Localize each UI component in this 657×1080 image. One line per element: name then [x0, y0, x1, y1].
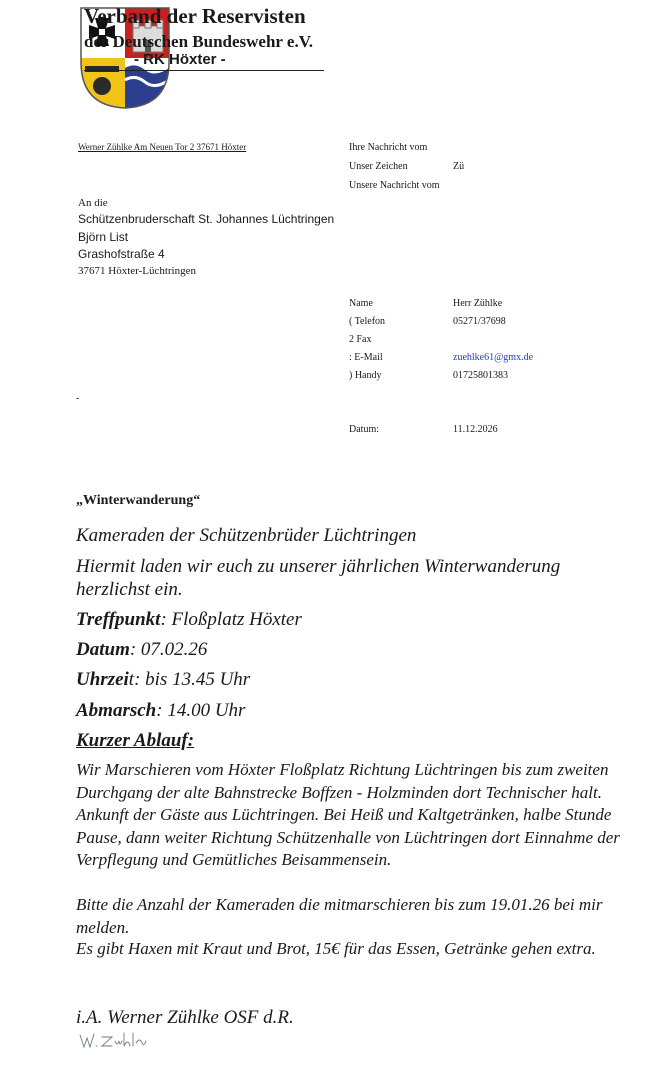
header-rule	[84, 70, 324, 71]
abmarsch-label: Abmarsch	[76, 700, 157, 721]
ablauf-heading	[76, 729, 194, 752]
contact-handy-value: 01725801383	[453, 370, 508, 381]
recipient-line5: 37671 Höxter-Lüchtringen	[78, 265, 196, 277]
contact-email-label: : E-Mail	[349, 352, 383, 363]
essen-paragraph: Es gibt Haxen mit Kraut und Brot, 15€ für das Essen, Getränke gehen extra.	[76, 939, 596, 958]
abmarsch-value: : 14.00 Uhr	[156, 700, 246, 721]
ablauf-title: Kurzer Ablauf:	[76, 730, 195, 751]
signature-line: i.A. Werner Zühlke OSF d.R.	[76, 1007, 294, 1028]
treffpunkt-line	[76, 608, 302, 631]
org-name-line2: der Deutschen Bundeswehr e.V.	[84, 32, 314, 51]
contact-name-label: Name	[349, 298, 373, 309]
datum-label: Datum	[76, 639, 130, 660]
date-value: 11.12.2026	[453, 424, 498, 435]
datum-line	[76, 638, 207, 661]
contact-handy-label: ) Handy	[349, 370, 382, 381]
contact-telefon-value: 05271/37698	[453, 316, 506, 327]
recipient-line2: Schützenbruderschaft St. Johannes Lüchtringen	[78, 212, 335, 226]
treffpunkt-value: : Floßplatz Höxter	[160, 609, 302, 630]
contact-email-link[interactable]: zuehlke61@gmx.de	[453, 352, 534, 363]
stray-dash: -	[76, 393, 80, 404]
ihre-nachricht-label: Ihre Nachricht vom	[349, 142, 428, 153]
uhrzeit-line	[76, 668, 250, 691]
treffpunkt-label: Treffpunkt	[76, 609, 161, 630]
handwritten-signature	[78, 1031, 153, 1051]
org-name-line1: Verband der Reservisten	[84, 4, 306, 28]
contact-name-value: Herr Zühlke	[453, 298, 503, 309]
recipient-line4: Grashofstraße 4	[78, 247, 165, 261]
uhrzeit-value: t: bis 13.45 Uhr	[128, 669, 251, 690]
datum-value: : 07.02.26	[129, 639, 208, 660]
sender-line: Werner Zühlke Am Neuen Tor 2 37671 Höxter	[78, 142, 247, 152]
unsere-nachricht-label: Unsere Nachricht vom	[349, 180, 440, 191]
greeting: Kameraden der Schützenbrüder Lüchtringen	[76, 525, 417, 546]
invitation-text: Hiermit laden wir euch zu unserer jährlichen Winterwanderung herzlichst ein.	[76, 556, 561, 600]
contact-telefon-label: ( Telefon	[349, 316, 386, 327]
unser-zeichen-label: Unser Zeichen	[349, 161, 408, 172]
abmarsch-line	[76, 699, 245, 722]
org-name-line3: - RK Höxter -	[134, 51, 226, 68]
recipient-line1: An die	[78, 197, 108, 209]
recipient-line3: Björn List	[78, 230, 129, 244]
anmeldung-paragraph: Bitte die Anzahl der Kameraden die mitmarschieren bis zum 19.01.26 bei mir melden.	[76, 895, 603, 937]
unser-zeichen-value: Zü	[453, 161, 465, 172]
contact-fax-label: 2 Fax	[349, 334, 372, 345]
date-label: Datum:	[349, 424, 379, 435]
uhrzeit-label: Uhrzei	[76, 669, 129, 690]
letter-subject: „Winterwanderung“	[76, 493, 201, 508]
ablauf-paragraph: Wir Marschieren vom Höxter Floßplatz Richtung Lüchtringen bis zum zweiten Durchgang der alte Bahnstrecke Boffzen - Holzminden dort Technischer halt. Ankunft der Gäste aus Lüchtringen. Bei Heiß und Kaltgetränken, halbe Stunde Pause, dann weiter Richtung Schützenhalle von Lüchtringen dort Einnahme der Verpflegung und Gemütliches Beisammensein.	[76, 760, 620, 869]
